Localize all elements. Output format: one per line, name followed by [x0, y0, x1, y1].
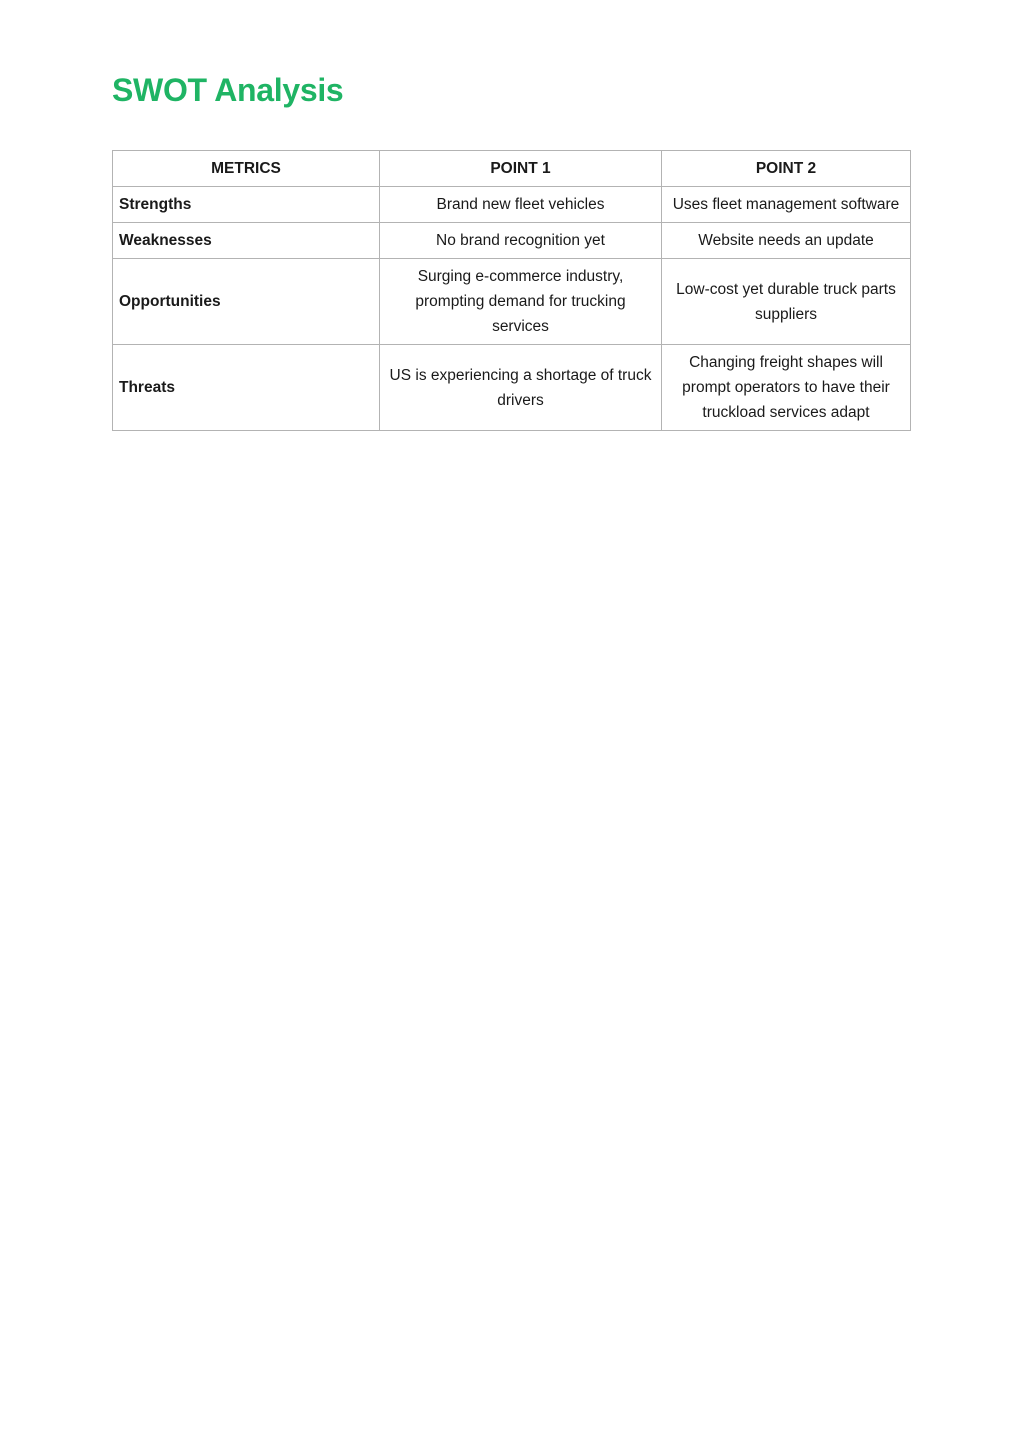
header-point-2: POINT 2 [662, 151, 911, 187]
header-row [113, 151, 911, 187]
header-metrics: METRICS [113, 151, 380, 187]
table-row [113, 259, 911, 345]
strengths-point-2: Uses fleet management software [662, 187, 911, 223]
threats-point-1: US is experiencing a shortage of truck drivers [380, 345, 662, 431]
header-point-1: POINT 1 [380, 151, 662, 187]
weaknesses-point-1: No brand recognition yet [380, 223, 662, 259]
opportunities-point-2: Low-cost yet durable truck parts suppliers [662, 259, 911, 345]
threats-point-2: Changing freight shapes will prompt operators to have their truckload services adapt [662, 345, 911, 431]
table-row [113, 223, 911, 259]
metric-strengths: Strengths [113, 187, 380, 223]
table-row [113, 345, 911, 431]
weaknesses-point-2: Website needs an update [662, 223, 911, 259]
opportunities-point-1: Surging e-commerce industry, prompting demand for trucking services [380, 259, 662, 345]
swot-table [112, 150, 911, 431]
metric-weaknesses: Weaknesses [113, 223, 380, 259]
strengths-point-1: Brand new fleet vehicles [380, 187, 662, 223]
table-header [113, 151, 911, 187]
metric-opportunities: Opportunities [113, 259, 380, 345]
table-body [113, 187, 911, 431]
table-row [113, 187, 911, 223]
page-title: SWOT Analysis [112, 72, 344, 108]
metric-threats: Threats [113, 345, 380, 431]
